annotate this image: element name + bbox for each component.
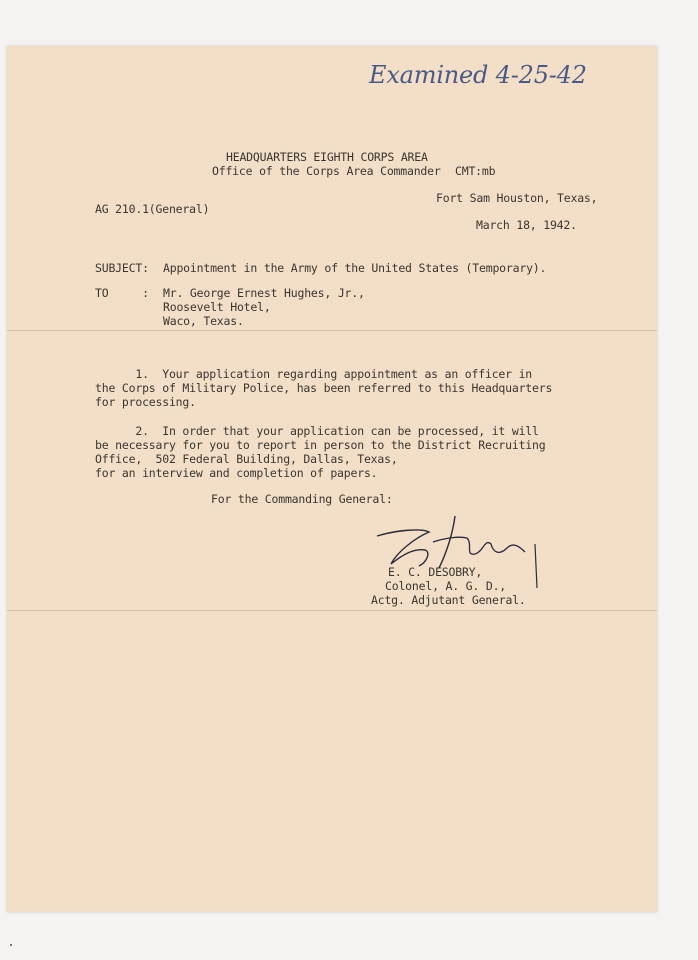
paragraph-1-line: 1. Your application regarding appointment as an officer in	[95, 367, 533, 381]
signer-rank: Colonel, A. G. D.,	[385, 579, 507, 593]
letterhead-office: Office of the Corps Area Commander	[212, 164, 441, 178]
handwritten-examined-note	[365, 56, 655, 92]
paragraph-2-line: 2. In order that your application can be processed, it will	[95, 424, 539, 438]
fold-line	[7, 330, 657, 331]
letter-place: Fort Sam Houston, Texas,	[436, 191, 598, 205]
to-label: TO :	[95, 286, 149, 300]
addressee-city: Waco, Texas.	[163, 314, 244, 328]
complimentary-close: For the Commanding General:	[211, 492, 393, 506]
fold-line	[7, 610, 657, 611]
paragraph-2-line: be necessary for you to report in person to the District Recruiting	[95, 438, 546, 452]
subject-label: SUBJECT:	[95, 261, 149, 275]
paragraph-2-line: for an interview and completion of papers.	[95, 466, 378, 480]
subject-text: Appointment in the Army of the United States (Temporary).	[163, 261, 547, 275]
signer-name: E. C. DESOBRY,	[388, 565, 483, 579]
paragraph-2-line: Office, 502 Federal Building, Dallas, Texas,	[95, 452, 398, 466]
paragraph-1-line: for processing.	[95, 395, 196, 409]
file-reference: AG 210.1(General)	[95, 202, 210, 216]
paper-speck	[10, 944, 12, 946]
letter-page	[7, 46, 657, 912]
letter-date: March 18, 1942.	[476, 218, 577, 232]
typist-initials: CMT:mb	[455, 164, 496, 178]
addressee-name: Mr. George Ernest Hughes, Jr.,	[163, 286, 365, 300]
addressee-hotel: Roosevelt Hotel,	[163, 300, 271, 314]
svg-text:Examined 4-25-42: Examined 4-25-42	[369, 61, 587, 89]
paragraph-1-line: the Corps of Military Police, has been referred to this Headquarters	[95, 381, 553, 395]
signer-title: Actg. Adjutant General.	[371, 593, 526, 607]
letterhead-title: HEADQUARTERS EIGHTH CORPS AREA	[226, 150, 428, 164]
